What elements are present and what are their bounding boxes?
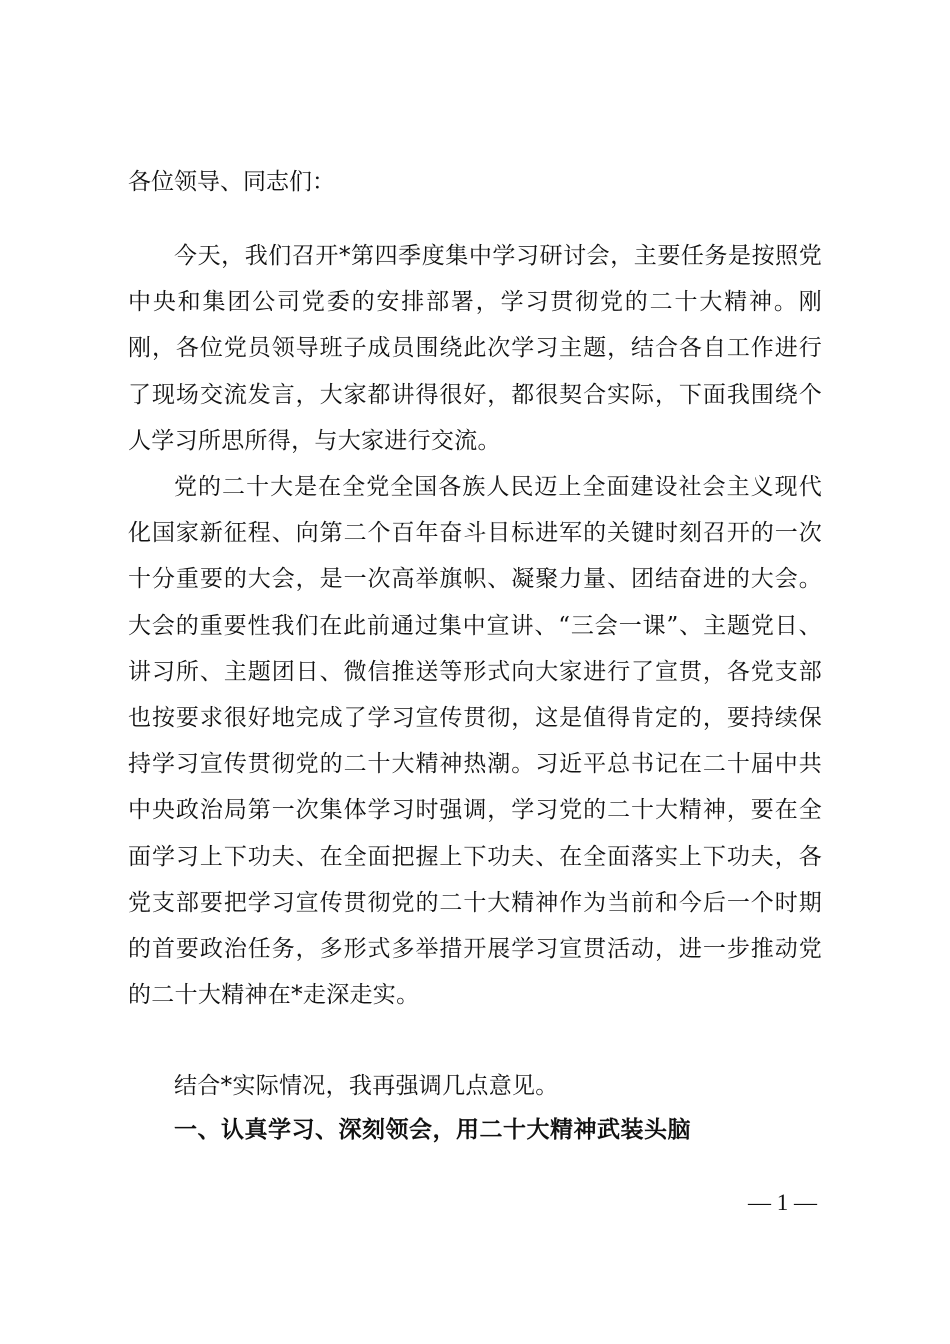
paragraph-transition: 结合*实际情况，我再强调几点意见。 bbox=[174, 1073, 559, 1099]
section-heading: 一、认真学习、深刻领会，用二十大精神武装头脑 bbox=[174, 1117, 691, 1143]
salutation: 各位领导、同志们： bbox=[128, 169, 335, 195]
paragraph-congress: 党的二十大是在全党全国各族人民迈上全面建设社会主义现代化国家新征程、向第二个百年奋斗目标进军的关键时刻召开的一次十分重要的大会，是一次高举旗帜、凝聚力量、团结奋进的大会。大会的重要性我们在此前通过集中宣讲、“三会一课”、主题党日、讲习所、主题团日、微信推送等形式向大家进行了宣贯，各党支部也按要求很好地完成了学习宣传贯彻，这是值得肯定的，要持续保持学习宣传贯彻党的二十大精神热潮。习近平总书记在二十届中共中央政治局第一次集体学习时强调，学习党的二十大精神，要在全面学习上下功夫、在全面把握上下功夫、在全面落实上下功夫，各党支部要把学习宣传贯彻党的二十大精神作为当前和今后一个时期的首要政治任务，多形式多举措开展学习宣贯活动，进一步推动党的二十大精神在*走深走实。 bbox=[128, 474, 822, 1009]
paragraph-opening: 今天，我们召开*第四季度集中学习研讨会，主要任务是按照党中央和集团公司党委的安排部署，学习贯彻党的二十大精神。刚刚，各位党员领导班子成员围绕此次学习主题，结合各自工作进行了现场交流发言，大家都讲得很好，都很契合实际，下面我围绕个人学习所思所得，与大家进行交流。 bbox=[128, 243, 822, 454]
page-number: — 1 — bbox=[748, 1190, 817, 1215]
